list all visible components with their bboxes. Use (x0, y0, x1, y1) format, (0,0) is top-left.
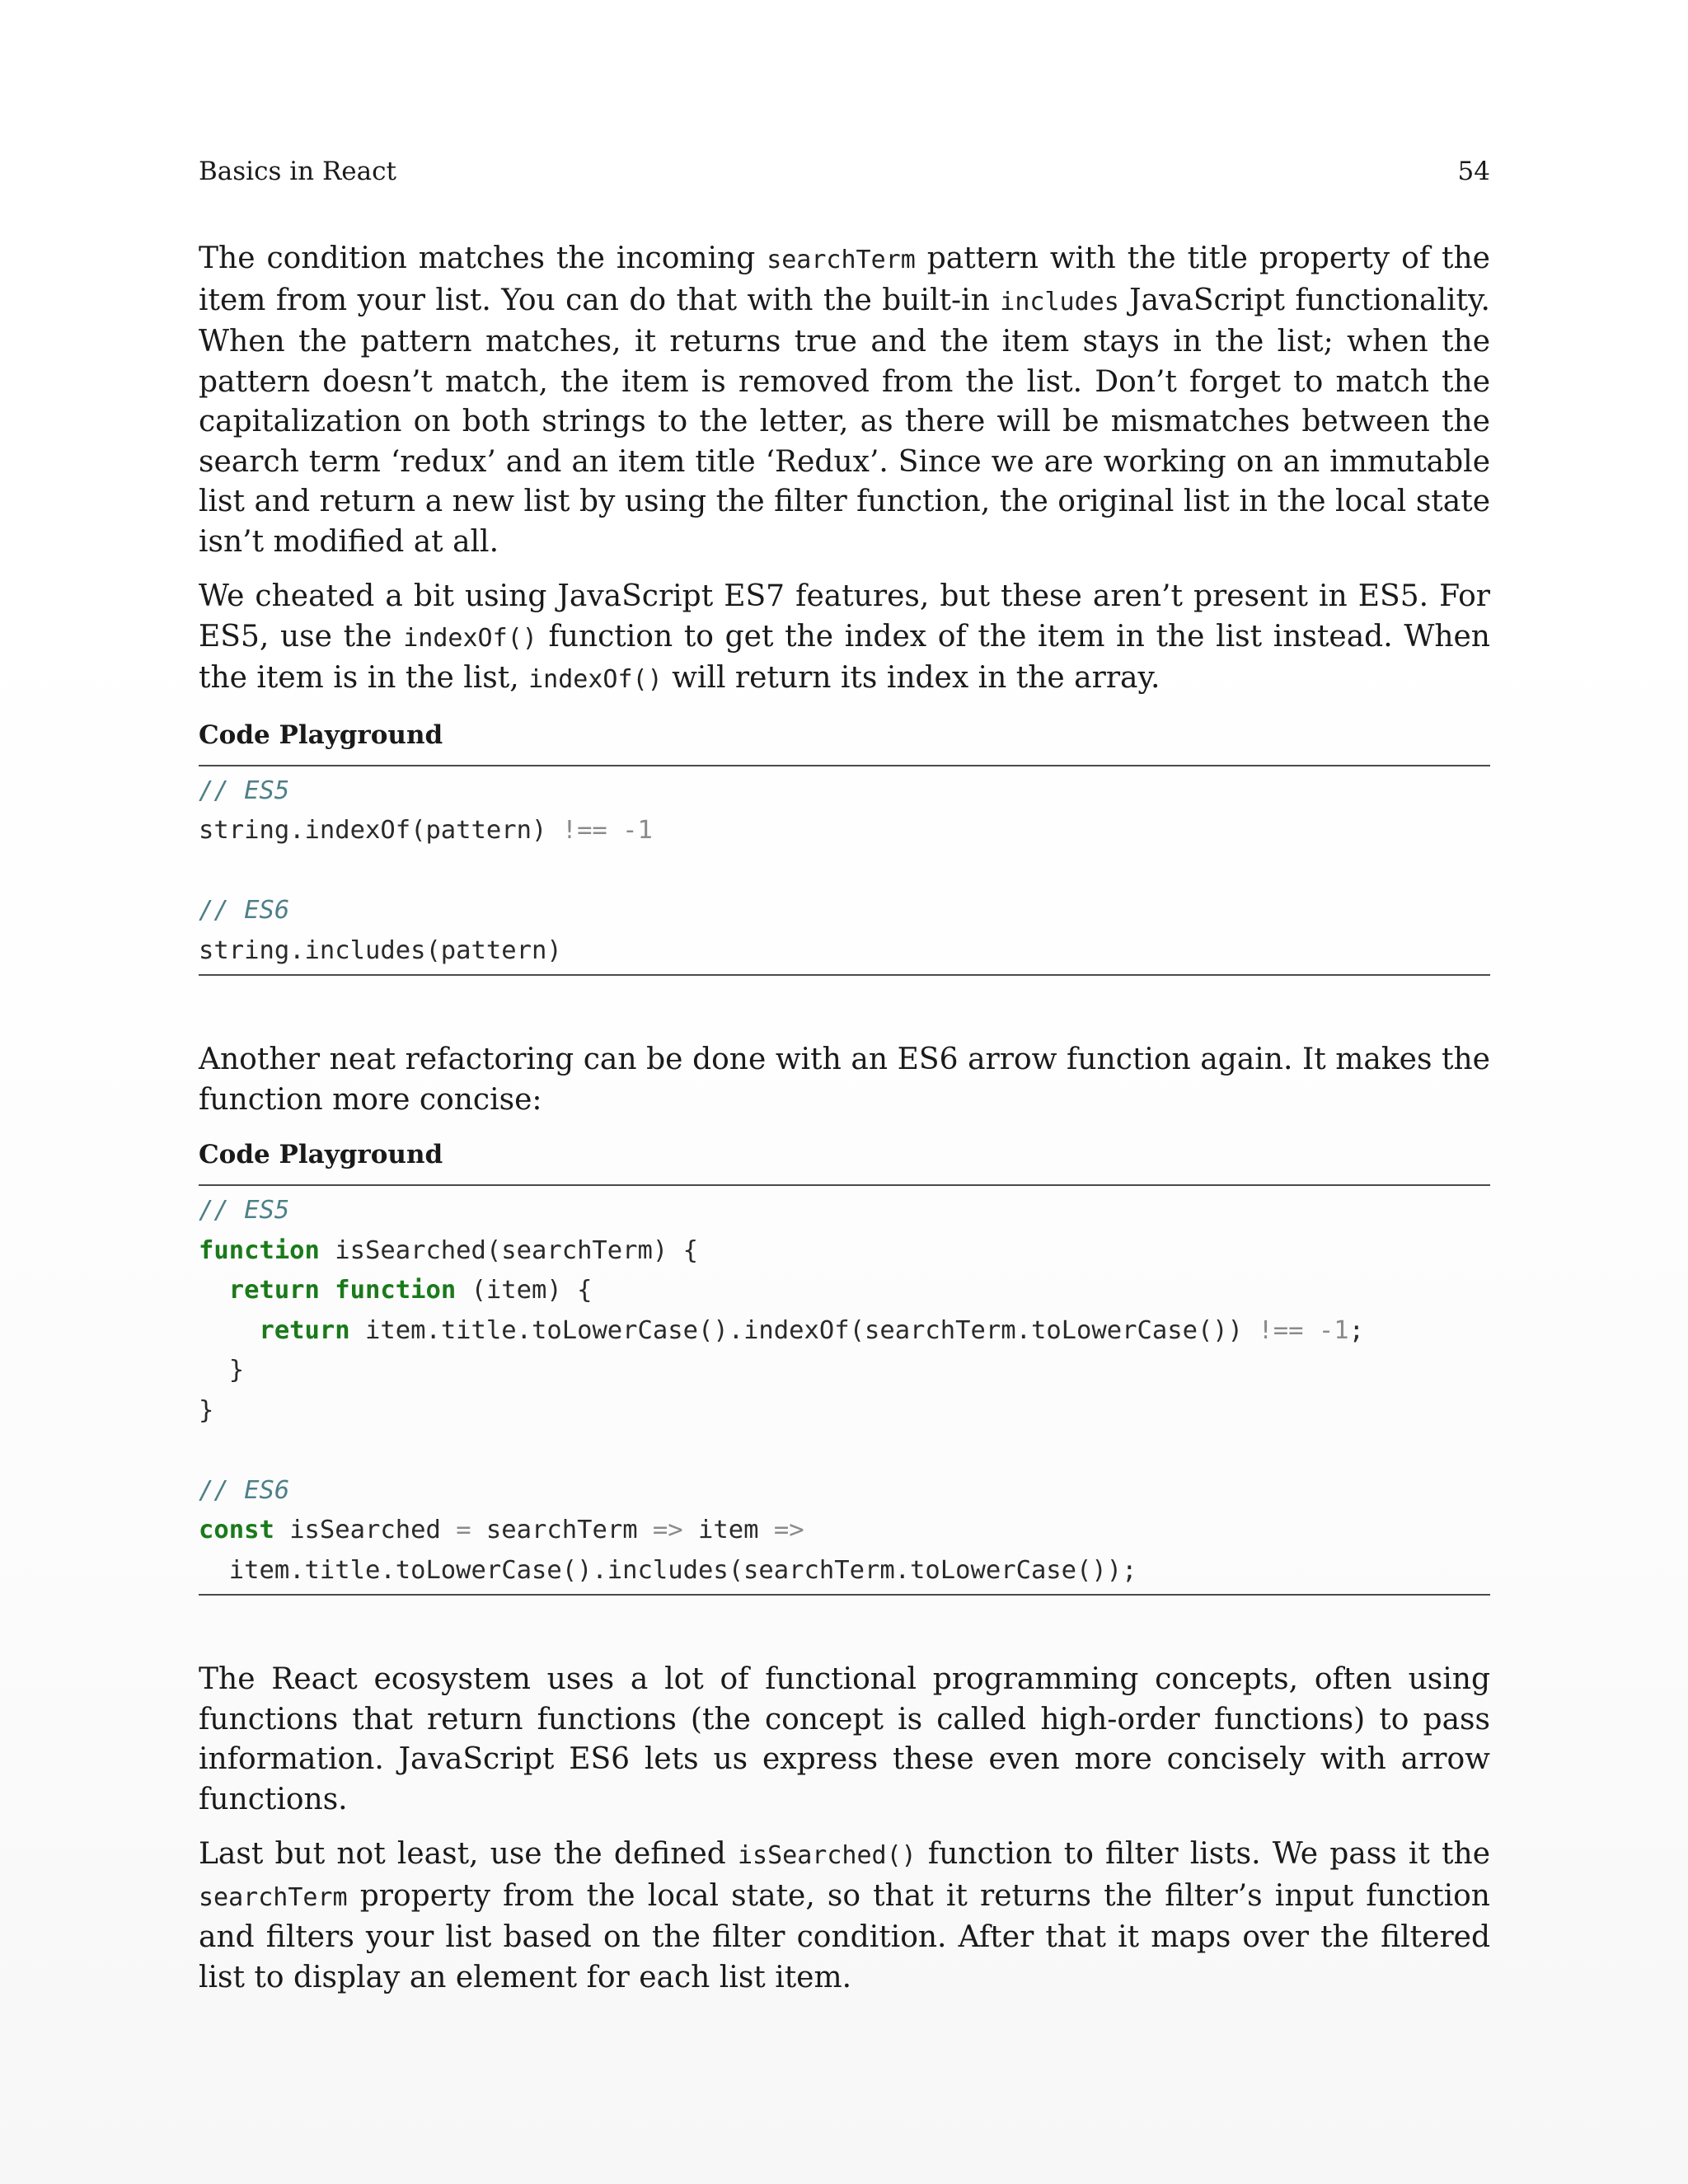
inline-code: isSearched() (737, 1841, 917, 1870)
code-playground-label: Code Playground (199, 1140, 443, 1169)
page-content (199, 239, 1490, 2013)
code-line (199, 1351, 1490, 1391)
text-run: function to get the index of the item in the list instead. When the item is in the list, (199, 619, 1490, 695)
code-operator: !== (561, 816, 607, 845)
paragraph-arrow-refactor (199, 1040, 1490, 1120)
code-number: -1 (622, 816, 653, 845)
code-line (199, 1191, 1490, 1231)
code-indent (199, 1276, 229, 1305)
code-block (199, 1184, 1490, 1596)
code-line-blank (199, 1431, 1490, 1471)
paragraph-ecosystem (199, 1660, 1490, 1820)
code-keyword: function (199, 1235, 320, 1265)
code-token: } (199, 1356, 245, 1385)
page-header (199, 157, 1490, 190)
code-operator: !== (1258, 1315, 1304, 1345)
inline-code: searchTerm (767, 246, 916, 274)
code-comment: // ES5 (199, 1196, 290, 1225)
text-run: pattern with the title property of the item from your list. You can do that with the built-in (199, 241, 1490, 317)
text-run: Last but not least, use the defined (199, 1837, 738, 1871)
code-comment: // ES5 (199, 776, 290, 805)
code-keyword: return (259, 1315, 350, 1345)
text-run: We cheated a bit using JavaScript ES7 features, but these aren’t present in ES5. For ES5, use the (199, 579, 1490, 654)
code-comment: // ES6 (199, 896, 290, 925)
code-token: isSearched(searchTerm) { (319, 1235, 698, 1265)
paragraph-condition (199, 239, 1490, 562)
code-block (199, 765, 1490, 977)
text-run: function to filter lists. We pass it the (916, 1837, 1490, 1871)
inline-code: indexOf() (403, 623, 537, 653)
code-operator: => (773, 1516, 804, 1544)
code-token (1304, 1316, 1319, 1345)
code-playground-label: Code Playground (199, 719, 443, 750)
text-run: JavaScript functionality. When the pattern matches, it returns true and the item stays in the list; when the pattern doesn’t match, the item is removed from the list. Don’t forget to match the capitalization on both strings to the letter, as there will be mismatches between the search term ‘redux’ and an item title ‘Redux’. Since we are working on an immutable list and return a new list by using the filter function, the original list in the local state isn’t modified at all. (199, 283, 1491, 559)
code-line (199, 1271, 1490, 1311)
code-token: string.includes(pattern) (199, 935, 562, 965)
code-indent (199, 1316, 259, 1345)
text-run: The React ecosystem uses a lot of functional programming concepts, often using functions that return functions (the concept is called high-order functions) to pass information. JavaScript ES6 lets us express these even more concisely with arrow functions. (199, 1662, 1490, 1816)
code-token: ; (1348, 1315, 1364, 1345)
code-token: } (199, 1395, 214, 1425)
code-token: searchTerm (471, 1516, 653, 1544)
code-line (199, 1311, 1490, 1352)
code-token (320, 1276, 335, 1305)
text-run: will return its index in the array. (662, 661, 1160, 695)
code-line (199, 1391, 1490, 1432)
code-token: (item) { (456, 1276, 593, 1305)
code-token: item.title.toLowerCase().indexOf(searchTerm.toLowerCase()) (349, 1315, 1259, 1345)
code-operator: = (456, 1516, 471, 1544)
text-run: The condition matches the incoming (199, 241, 767, 275)
code-line (199, 1511, 1490, 1551)
code-token (607, 816, 622, 845)
paragraph-filter-lists (199, 1835, 1490, 1998)
code-token: string.indexOf(pattern) (199, 816, 562, 845)
code-line (199, 931, 1490, 972)
code-line (199, 1551, 1490, 1591)
code-line-blank (199, 851, 1490, 892)
inline-code: searchTerm (199, 1882, 348, 1912)
text-run: Another neat refactoring can be done with an ES6 arrow function again. It makes the function more concise: (199, 1043, 1490, 1117)
code-token: item (682, 1516, 774, 1544)
code-token: isSearched (274, 1516, 457, 1544)
text-run: property from the local state, so that it returns the filter’s input function and filters your list based on the filter condition. After that it maps over the filtered list to display an element for each list item. (199, 1878, 1490, 1994)
code-line (199, 811, 1490, 851)
code-line (199, 771, 1490, 812)
inline-code: indexOf() (528, 665, 663, 694)
code-number: -1 (1318, 1315, 1349, 1345)
code-operator: => (652, 1516, 683, 1544)
code-line (199, 1471, 1490, 1511)
code-line (199, 1231, 1490, 1272)
running-title: Basics in React (199, 157, 396, 186)
paragraph-es5 (199, 577, 1490, 701)
page-number: 54 (1457, 157, 1490, 186)
code-comment: // ES6 (199, 1475, 290, 1505)
code-token: item.title.toLowerCase().includes(searchTerm.toLowerCase()); (199, 1555, 1137, 1585)
code-keyword: function (335, 1276, 457, 1305)
code-keyword: const (199, 1516, 274, 1544)
code-keyword: return (228, 1276, 320, 1305)
code-line (199, 891, 1490, 931)
inline-code: includes (1000, 287, 1119, 316)
